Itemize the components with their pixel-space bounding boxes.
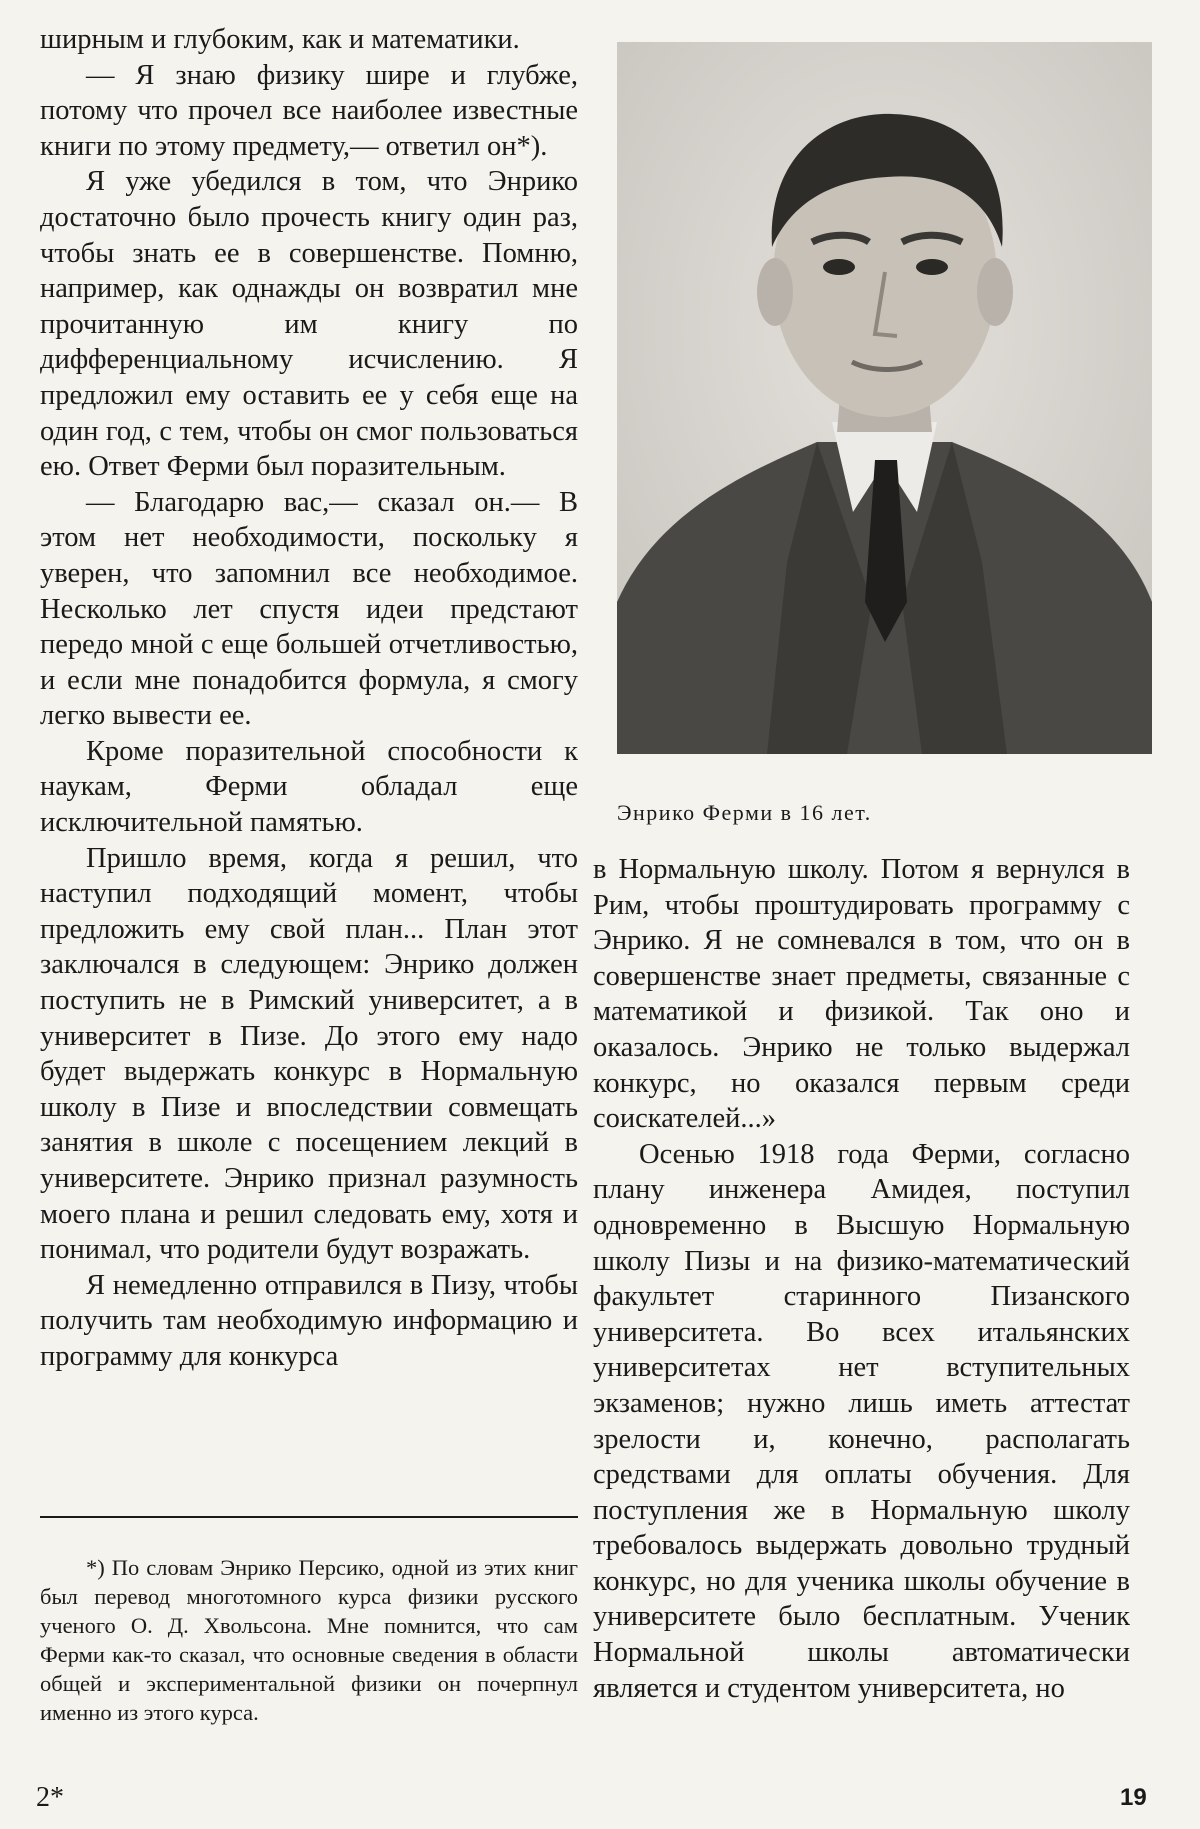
- right-text-column: [593, 852, 1130, 1706]
- paragraph: в Нормальную школу. Потом я вернулся в Рим, чтобы проштудировать программу с Энрико. Я не сомневался в том, что он в совершенстве знает предметы, связанные с математикой и физикой. Так оно и оказалось. Энрико не только выдержал конкурс, но оказался первым среди соискателей...»: [593, 854, 1130, 1135]
- paragraph: Я уже убедился в том, что Энрико достаточно было прочесть книгу один раз, чтобы знать ее в совершенстве. Помню, например, как однажды он возвратил мне прочитанную им книгу по дифференциальному исчислению. Я предложил ему оставить ее у себя еще на один год, с тем, чтобы он смог пользоваться ею. Ответ Ферми был поразительным.: [40, 166, 578, 483]
- paragraph: Осенью 1918 года Ферми, согласно плану инженера Амидея, поступил одновременно в Высшую Нормальную школу Пизы и на физико-математический факультет старинного Пизанского университета. Во всех итальянских университетах нет вступительных экзаменов; нужно лишь иметь аттестат зрелости и, конечно, располагать средствами для оплаты обучения. Для поступления же в Нормальную школу требовалось выдержать довольно трудный конкурс, но для ученика школы обучение в университете было бесплатным. Ученик Нормальной школы автоматически является и студентом университета, но: [593, 1138, 1130, 1704]
- paragraph: Кроме поразительной способности к наукам, Ферми обладал еще исключительной памятью.: [40, 735, 578, 839]
- portrait-photo: [617, 42, 1152, 754]
- footnote: [40, 1553, 578, 1727]
- portrait-illustration: [617, 42, 1152, 754]
- paragraph: ширным и глубоким, как и математики.: [40, 24, 520, 55]
- paragraph: — Я знаю физику шире и глубже, потому что прочел все наиболее известные книги по этому предмету,— ответил он*).: [40, 59, 578, 162]
- paragraph: — Благодарю вас,— сказал он.— В этом нет необходимости, поскольку я уверен, что запомнил все необходимое. Несколько лет спустя идеи предстают передо мной с еще большей отчетливостью, и если мне понадобится формула, я смогу легко вывести ее.: [40, 486, 578, 732]
- paragraph: Я немедленно отправился в Пизу, чтобы получить там необходимую информацию и программу для конкурса: [40, 1269, 578, 1372]
- paragraph: Пришло время, когда я решил, что наступил подходящий момент, чтобы предложить ему свой план... План этот заключался в следующем: Энрико должен поступить не в Римский университет, а в университет в Пизе. До этого ему надо будет выдержать конкурс в Нормальную школу в Пизе и впоследствии совмещать занятия в школе с посещением лекций в университете. Энрико признал разумность моего плана и решил следовать ему, хотя и понимал, что родители будут возражать.: [40, 842, 578, 1266]
- footnote-divider: [40, 1516, 578, 1518]
- footnote-text: *) По словам Энрико Персико, одной из этих книг был перевод многотомного курса физики русского ученого О. Д. Хвольсона. Мне помнится, что сам Ферми как-то сказал, что основные сведения в области общей и экспериментальной физики он почерпнул именно из этого курса.: [40, 1555, 578, 1725]
- page-number: 19: [1120, 1784, 1147, 1811]
- photo-caption: Энрико Ферми в 16 лет.: [617, 800, 872, 825]
- printer-signature: 2*: [36, 1782, 64, 1813]
- left-text-column: [40, 22, 578, 1375]
